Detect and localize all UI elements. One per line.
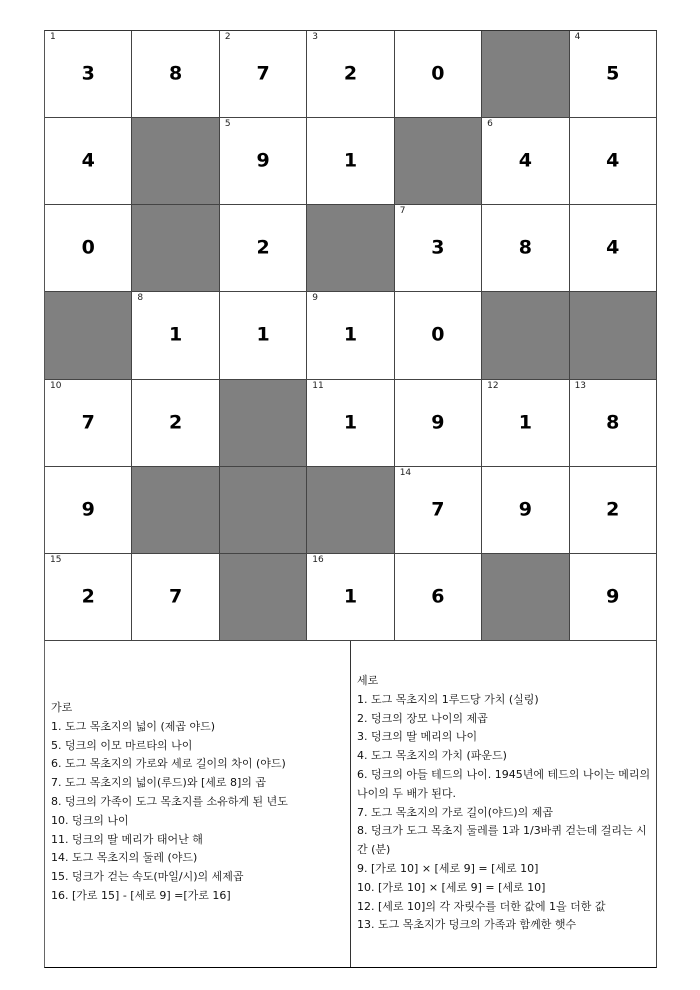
- block-cell: [482, 292, 569, 379]
- clue-number: 9: [312, 293, 319, 304]
- grid-cell: [482, 467, 569, 554]
- grid-cell: [132, 380, 219, 467]
- across-title: 가로: [51, 701, 73, 714]
- grid-cell: [220, 31, 307, 118]
- grid-cell: [570, 31, 657, 118]
- grid-cell: [45, 31, 132, 118]
- cell-digit: 3: [81, 62, 95, 85]
- grid-cell: [570, 380, 657, 467]
- crossnumber-grid: [44, 30, 657, 641]
- clue-number: 13: [574, 380, 587, 391]
- block-cell: [220, 467, 307, 554]
- block-cell: [220, 380, 307, 467]
- across-clue: 7. 도그 목초지의 넓이(루드)와 [세로 8]의 곱: [51, 776, 267, 790]
- block-cell: [307, 467, 394, 554]
- down-clue: 10. [가로 10] × [세로 9] = [세로 10]: [357, 880, 546, 894]
- block-cell: [395, 118, 482, 205]
- block-cell: [45, 292, 132, 379]
- grid-cell: [220, 292, 307, 379]
- across-clues: [45, 641, 351, 967]
- cell-digit: 1: [343, 585, 358, 608]
- grid-cell: [395, 292, 482, 379]
- down-clues: [351, 641, 656, 967]
- block-cell: [132, 118, 219, 205]
- cell-digit: 1: [256, 323, 270, 346]
- grid-cell: [132, 554, 219, 641]
- grid-cell: [570, 205, 657, 292]
- grid-cell: [307, 292, 394, 379]
- clue-number: 8: [137, 293, 144, 304]
- cell-digit: 4: [81, 149, 95, 172]
- clue-number: 11: [312, 380, 324, 391]
- block-cell: [482, 554, 569, 641]
- cell-digit: 4: [518, 149, 532, 172]
- cell-digit: 1: [343, 323, 358, 346]
- grid-cell: [570, 118, 657, 205]
- down-clue: 6. 덩크의 아들 테드의 나이. 1945년에 테드의 나이는 메리의 나이의 두 배가 된다.: [357, 767, 651, 800]
- across-clue: 1. 도그 목초지의 넓이 (제곱 야드): [51, 719, 216, 733]
- clue-number: 7: [399, 206, 406, 217]
- grid-cell: [132, 292, 219, 379]
- grid-cell: [395, 205, 482, 292]
- grid-cell: [570, 467, 657, 554]
- cell-digit: 9: [256, 149, 270, 172]
- grid-cell: [45, 467, 132, 554]
- clue-number: 1: [50, 32, 56, 42]
- clue-number: 4: [574, 32, 581, 42]
- down-clue: 13. 도그 목초지가 덩크의 가족과 함께한 햇수: [357, 918, 577, 932]
- clue-number: 14: [399, 467, 412, 478]
- clue-number: 5: [224, 119, 231, 130]
- cell-digit: 0: [431, 323, 445, 346]
- clue-number: 10: [50, 380, 62, 391]
- grid-cell: [220, 205, 307, 292]
- cell-digit: 2: [256, 236, 270, 259]
- cell-digit: 2: [606, 498, 620, 521]
- down-clue: 3. 덩크의 딸 메리의 나이: [357, 730, 478, 744]
- cell-digit: 7: [169, 585, 183, 608]
- across-clue: 6. 도그 목초지의 가로와 세로 길이의 차이 (야드): [51, 757, 286, 771]
- block-cell: [220, 554, 307, 641]
- cell-digit: 7: [431, 498, 445, 521]
- clue-number: 3: [312, 32, 319, 42]
- grid-cell: [45, 380, 132, 467]
- down-clue: 7. 도그 목초지의 가로 길이(야드)의 제곱: [357, 805, 553, 819]
- down-clue: 1. 도그 목초지의 1루드당 가치 (실링): [357, 692, 539, 706]
- down-clue: 12. [세로 10]의 각 자릿수를 더한 값에 1을 더한 값: [357, 899, 606, 913]
- clue-number: 2: [224, 32, 231, 42]
- down-clue: 4. 도그 목초지의 가치 (파운드): [357, 749, 507, 763]
- cell-digit: 9: [606, 585, 620, 608]
- grid-cell: [482, 380, 569, 467]
- across-clue: 10. 덩크의 나이: [51, 813, 129, 827]
- grid-cell: [45, 205, 132, 292]
- cell-digit: 7: [256, 62, 270, 85]
- down-clue: 2. 덩크의 장모 나이의 제곱: [357, 711, 488, 725]
- grid-cell: [570, 554, 657, 641]
- clue-number: 6: [487, 119, 493, 130]
- block-cell: [307, 205, 394, 292]
- grid-cell: [307, 31, 394, 118]
- across-clue: 16. [가로 15] - [세로 9] =[가로 16]: [51, 888, 231, 902]
- grid-cell: [395, 467, 482, 554]
- block-cell: [570, 292, 657, 379]
- grid-cell: [132, 31, 219, 118]
- grid-cell: [45, 118, 132, 205]
- cell-digit: 9: [518, 498, 532, 521]
- cell-digit: 1: [343, 149, 358, 172]
- across-clue: 11. 덩크의 딸 메리가 태어난 해: [51, 832, 203, 846]
- cell-digit: 7: [81, 411, 95, 434]
- cell-digit: 5: [606, 62, 620, 85]
- clue-number: 12: [487, 380, 499, 391]
- grid-cell: [395, 554, 482, 641]
- block-cell: [132, 467, 219, 554]
- cell-digit: 1: [343, 411, 358, 434]
- across-clue: 8. 덩크의 가족이 도그 목초지를 소유하게 된 년도: [51, 794, 288, 808]
- grid-cell: [482, 205, 569, 292]
- cell-digit: 1: [518, 411, 532, 434]
- cell-digit: 8: [169, 62, 183, 85]
- across-clue: 14. 도그 목초지의 둘레 (야드): [51, 851, 198, 865]
- cell-digit: 2: [169, 411, 183, 434]
- cell-digit: 0: [431, 62, 445, 85]
- grid-cell: [395, 31, 482, 118]
- cell-digit: 3: [431, 236, 445, 259]
- cell-digit: 4: [606, 149, 620, 172]
- clue-number: 15: [50, 554, 62, 565]
- cell-digit: 9: [431, 411, 445, 434]
- cell-digit: 8: [606, 411, 620, 434]
- block-cell: [482, 31, 569, 118]
- across-clue: 5. 덩크의 이모 마르타의 나이: [51, 738, 193, 752]
- down-clue: 8. 덩크가 도그 목초지 둘레를 1과 1/3바퀴 걷는데 걸리는 시간 (분): [357, 824, 647, 857]
- across-clue: 15. 덩크가 걷는 속도(마일/시)의 세제곱: [51, 870, 244, 884]
- grid-cell: [307, 118, 394, 205]
- clues-panel: [44, 641, 657, 968]
- cell-digit: 2: [81, 585, 95, 608]
- cell-digit: 0: [81, 236, 95, 259]
- cell-digit: 9: [81, 498, 95, 521]
- cell-digit: 1: [169, 323, 183, 346]
- grid-cell: [395, 380, 482, 467]
- cell-digit: 8: [518, 236, 532, 259]
- grid-cell: [307, 554, 394, 641]
- cell-digit: 4: [606, 236, 620, 259]
- cell-digit: 6: [431, 585, 445, 608]
- down-clue: 9. [가로 10] × [세로 9] = [세로 10]: [357, 861, 539, 875]
- grid-cell: [220, 118, 307, 205]
- block-cell: [132, 205, 219, 292]
- down-title: 세로: [357, 674, 379, 687]
- clue-number: 16: [312, 554, 324, 565]
- grid-cell: [45, 554, 132, 641]
- grid-cell: [482, 118, 569, 205]
- grid-cell: [307, 380, 394, 467]
- cell-digit: 2: [343, 62, 358, 85]
